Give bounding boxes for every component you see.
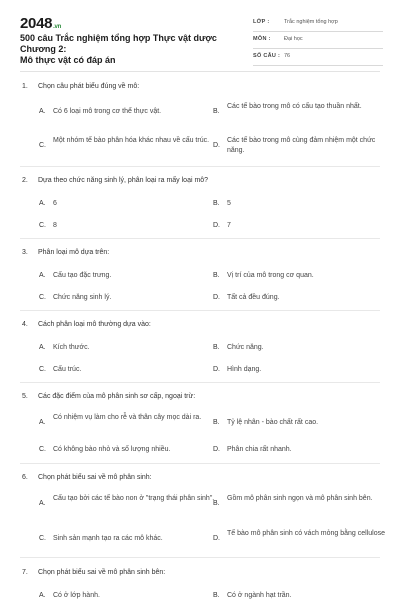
question-divider	[20, 166, 380, 167]
meta-value: Trắc nghiệm tổng hợp	[284, 19, 338, 25]
meta-row-count	[253, 49, 383, 66]
meta-row-class	[253, 15, 383, 32]
meta-row-subject	[253, 32, 383, 49]
question-divider	[20, 310, 380, 311]
header-divider	[20, 71, 380, 72]
meta-label: MÔN :	[253, 36, 271, 42]
meta-value: 76	[284, 53, 291, 59]
meta-value: Đại học	[284, 36, 303, 42]
logo-main: 2048	[20, 15, 53, 32]
question-divider	[20, 557, 380, 558]
question-text: 1. Chọn câu phát biểu đúng về mô:	[22, 83, 140, 90]
title-line-1: 500 câu Trắc nghiệm tổng hợp Thực vật dược Chương 2:	[20, 33, 217, 54]
meta-label: LỚP :	[253, 19, 270, 25]
logo-suffix: .vn	[53, 24, 61, 30]
question-divider	[20, 382, 380, 383]
question-text: 3. Phân loại mô dựa trên:	[22, 249, 110, 256]
question-text: 7. Chọn phát biểu sai về mô phân sinh bên:	[22, 569, 166, 576]
site-logo[interactable]	[20, 15, 61, 32]
question-divider	[20, 463, 380, 464]
meta-info	[253, 15, 383, 66]
question-divider	[20, 238, 380, 239]
question-text: 6. Chọn phát biểu sai về mô phân sinh:	[22, 474, 152, 481]
meta-label: SỐ CÂU :	[253, 53, 281, 59]
title-line-2: Mô thực vật có đáp án	[20, 55, 116, 65]
page-title	[20, 33, 235, 66]
question-text: 4. Cách phân loại mô thường dựa vào:	[22, 321, 151, 328]
question-text: 5. Các đặc điểm của mô phân sinh sơ cấp, ngoại trừ:	[22, 393, 196, 400]
page-header	[0, 0, 400, 78]
question-text: 2. Dựa theo chức năng sinh lý, phân loại ra mấy loại mô?	[22, 177, 209, 184]
